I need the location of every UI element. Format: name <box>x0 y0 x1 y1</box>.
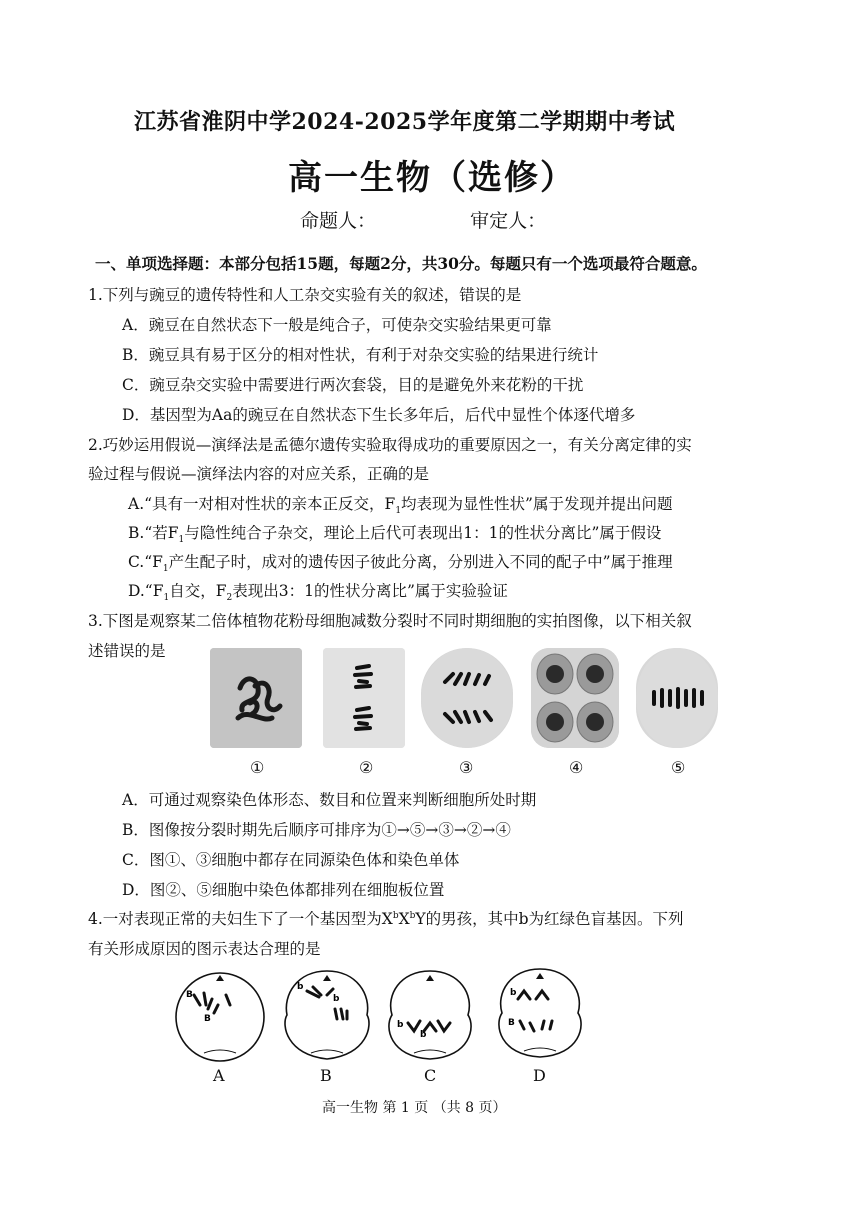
q1-option-b: B．豌豆具有易于区分的相对性状，有利于对杂交实验的结果进行统计 <box>122 346 599 364</box>
figure-label-2: ② <box>359 758 374 777</box>
q4-stem-line1 <box>88 907 684 929</box>
q2-d-sub2: 2 <box>226 593 233 604</box>
micrograph-5-image <box>636 648 718 748</box>
cell-diagram-b <box>277 965 377 1065</box>
diagram-c-allele-1: b <box>397 1020 404 1030</box>
diagram-label-b: B <box>320 1066 332 1085</box>
q2-a-pre: A.“具有一对相对性状的亲本正反交，F <box>128 495 396 513</box>
micrograph-4 <box>531 648 619 748</box>
micrograph-2 <box>323 648 405 748</box>
q3-option-b: B．图像按分裂时期先后顺序可排序为①→⑤→③→②→④ <box>122 821 511 839</box>
q2-a-sub: 1 <box>395 506 402 517</box>
q4-stem-line2: 有关形成原因的图示表达合理的是 <box>88 940 321 958</box>
q2-b-sub: 1 <box>178 535 185 546</box>
reviewer-label: 审定人： <box>470 210 547 232</box>
micrograph-1-image <box>210 648 302 748</box>
q3-option-c: C．图①、③细胞中都存在同源染色体和染色单体 <box>122 851 460 869</box>
diagram-a-allele-1: B <box>186 990 193 1000</box>
q1-stem: 1.下列与豌豆的遗传特性和人工杂交实验有关的叙述，错误的是 <box>88 286 522 304</box>
diagram-d-allele-1: b <box>510 988 517 998</box>
q1-option-c: C．豌豆杂交实验中需要进行两次套袋，目的是避免外来花粉的干扰 <box>122 376 584 394</box>
diagram-label-a: A <box>213 1066 225 1085</box>
q3-option-d: D．图②、⑤细胞中染色体都排列在细胞板位置 <box>122 881 445 899</box>
page-footer: 高一生物 第 1 页 （共 8 页） <box>322 1100 507 1116</box>
q2-option-b <box>128 521 661 545</box>
diagram-b-allele-1: b <box>297 982 304 992</box>
cell-diagram-a <box>170 965 270 1065</box>
q2-c-pre: C.“F <box>128 553 163 571</box>
figure-label-1: ① <box>250 758 265 777</box>
exam-school-title: 江苏省淮阴中学2024-2025学年度第二学期期中考试 <box>134 109 676 135</box>
setter-label: 命题人： <box>300 210 377 232</box>
q3-option-a: A．可通过观察染色体形态、数目和位置来判断细胞所处时期 <box>122 791 537 809</box>
q1-option-a: A．豌豆在自然状态下一般是纯合子，可使杂交实验结果更可靠 <box>122 316 552 334</box>
q4-stem-pre: 4.一对表现正常的夫妇生下了一个基因型为X <box>88 910 393 928</box>
figure-label-3: ③ <box>459 758 474 777</box>
q2-d-sub1: 1 <box>163 593 170 604</box>
q2-stem-line1: 2.巧妙运用假说—演绎法是孟德尔遗传实验取得成功的重要原因之一，有关分离定律的实 <box>88 436 692 454</box>
q4-stem-post: Y的男孩，其中b为红绿色盲基因。下列 <box>415 910 684 928</box>
q4-stem-mid: X <box>398 910 410 928</box>
q2-option-c <box>128 550 673 574</box>
q2-a-post: 均表现为显性性状”属于发现并提出问题 <box>401 495 673 513</box>
q4-sup-1: b <box>392 910 399 921</box>
q2-d-post: 表现出3：1的性状分离比”属于实验验证 <box>232 582 508 600</box>
micrograph-5 <box>636 648 718 748</box>
authors-line <box>300 206 546 233</box>
q2-d-pre: D.“F <box>128 582 164 600</box>
q2-option-d <box>128 579 508 603</box>
cell-diagram-d <box>490 963 590 1063</box>
q2-d-mid: 自交，F <box>169 582 227 600</box>
micrograph-3 <box>421 648 513 748</box>
q2-option-a <box>128 492 672 516</box>
diagram-label-d: D <box>533 1066 546 1085</box>
q4-sup-2: b <box>409 910 416 921</box>
q3-stem-line1: 3.下图是观察某二倍体植物花粉母细胞减数分裂时不同时期细胞的实拍图像，以下相关叙 <box>88 612 692 630</box>
q2-stem-line2: 验过程与假说—演绎法内容的对应关系，正确的是 <box>88 465 430 483</box>
q1-option-d: D．基因型为Aa的豌豆在自然状态下生长多年后，后代中显性个体逐代增多 <box>122 406 636 424</box>
diagram-label-c: C <box>424 1066 437 1085</box>
q2-b-pre: B.“若F <box>128 524 179 542</box>
q2-c-post: 产生配子时，成对的遗传因子彼此分离，分别进入不同的配子中”属于推理 <box>168 553 673 571</box>
micrograph-2-image <box>323 648 405 748</box>
diagram-c-allele-2: b <box>420 1030 427 1040</box>
q2-b-post: 与隐性纯合子杂交，理论上后代可表现出1：1的性状分离比”属于假设 <box>184 524 662 542</box>
micrograph-4-image <box>531 648 619 748</box>
q3-stem-line2: 述错误的是 <box>88 642 166 660</box>
diagram-a-allele-2: B <box>204 1014 211 1024</box>
diagram-b-allele-2: b <box>333 994 340 1004</box>
figure-label-4: ④ <box>569 758 584 777</box>
q2-c-sub: 1 <box>162 564 169 575</box>
figure-label-5: ⑤ <box>671 758 686 777</box>
section-heading: 一、单项选择题：本部分包括15题，每题2分，共30分。每题只有一个选项最符合题意。 <box>95 254 707 273</box>
diagram-d-allele-2: B <box>508 1018 515 1028</box>
exam-subject-title: 高一生物（选修） <box>288 158 576 198</box>
micrograph-3-image <box>421 648 513 748</box>
micrograph-1 <box>210 648 302 748</box>
cell-diagram-c <box>380 965 480 1065</box>
